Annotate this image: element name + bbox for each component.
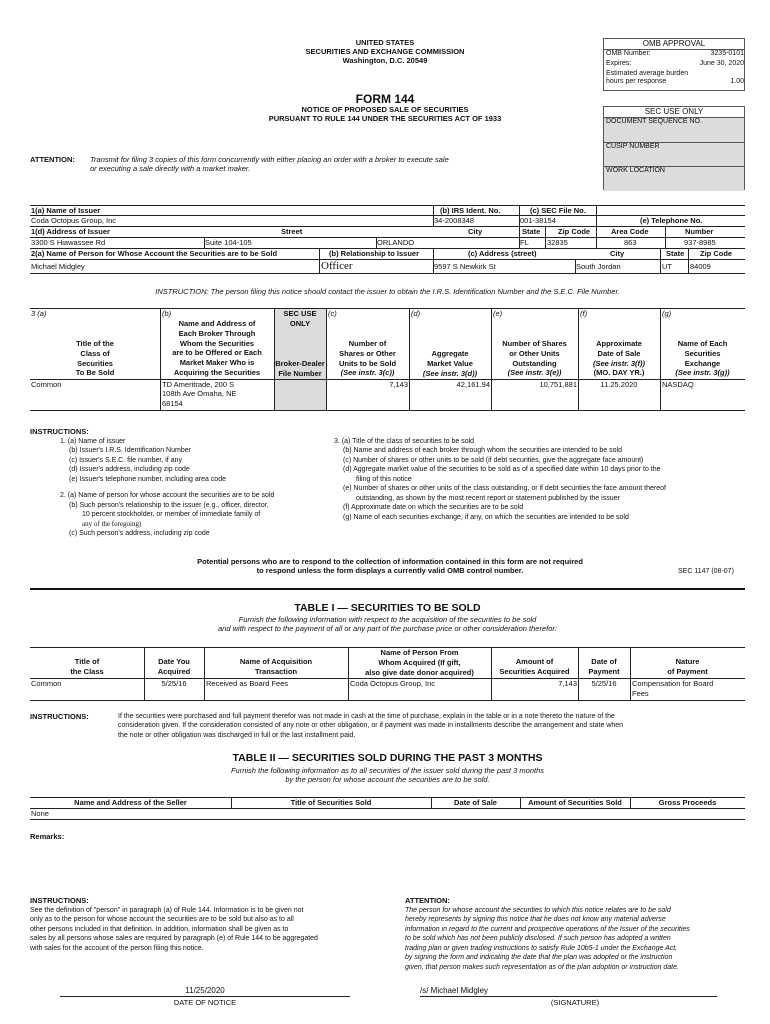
t1-header-line: Name of Acquisition <box>239 657 313 666</box>
subtitle-line-2: PURSUANT TO RULE 144 UNDER THE SECURITIES ACT OF 1933 <box>268 114 502 123</box>
issuer-state-value[interactable]: FL <box>520 238 529 247</box>
t1-header-line: Date You <box>158 657 190 666</box>
attention-line-2: or executing a sale directly with a market maker. <box>90 164 251 173</box>
instruction-item: (g) Name of each securities exchange, if any, on which the securities are intended to be sold <box>343 513 629 521</box>
instruction-item: (b) Such person's relationship to the issuer (e.g., officer, director, <box>69 501 269 509</box>
table-1-title: TABLE I — SECURITIES TO BE SOLD <box>294 602 481 614</box>
attention-line: trading plan or given trading instructions to satisfy Rule 10b5-1 under the Exchange Act, <box>405 944 678 952</box>
instructions-right <box>334 437 666 522</box>
t1-header-line: Acquired <box>157 666 191 676</box>
t2-header-title: Title of Securities Sold <box>290 798 372 807</box>
person-name-value[interactable]: Michael Midgley <box>31 262 85 271</box>
t1-row-payment-date[interactable]: 5/25/16 <box>591 679 617 688</box>
instruction-item: 1. (a) Name of issuer <box>60 438 126 445</box>
agency-line-1: UNITED STATES <box>355 38 415 47</box>
subtitle-line-1: NOTICE OF PROPOSED SALE OF SECURITIES <box>301 105 469 114</box>
col-g-marker: (g) <box>662 309 672 318</box>
row-exchange-value[interactable]: NASDAQ <box>662 380 694 389</box>
row-class-value[interactable]: Common <box>31 380 62 389</box>
person-state-value[interactable]: UT <box>662 262 672 271</box>
instruction-item: (e) Number of shares or other units of the class outstanding, or if debt securities the face amount thereof <box>343 485 666 493</box>
header-e-line: Number of Shares <box>502 339 567 348</box>
bottom-instructions-text <box>30 906 318 953</box>
bottom-instruction-line: other persons included in that definition. In addition, information shall be given as to <box>30 925 289 933</box>
header-b-line: are to be Offered or Each <box>172 348 262 358</box>
work-location-field[interactable] <box>604 167 744 191</box>
instruction-item: (c) Number of shares or other units to be sold (if debt securities, give the aggregate face amount) <box>343 456 644 464</box>
attention-text <box>90 155 449 173</box>
header-b-line: Each Broker Through <box>178 328 256 338</box>
sec-use-only-box <box>603 106 745 190</box>
instruction-item: outstanding, as shown by the most recent report or statement published by the issuer <box>356 494 620 502</box>
t1-header-line: Nature <box>675 657 700 666</box>
header-a-line: To Be Sold <box>75 368 115 378</box>
sec-file-label: (c) SEC File No. <box>530 206 586 215</box>
table-2-title: TABLE II — SECURITIES SOLD DURING THE PAST 3 MONTHS <box>232 752 543 764</box>
table-2-subtitle <box>30 766 745 784</box>
t1-instructions-label: INSTRUCTIONS: <box>30 712 89 721</box>
person-address-label: (c) Address (street) <box>468 249 537 258</box>
t1-header-line: Date of <box>591 657 617 666</box>
t1-header-line: also give date donor acquired) <box>365 667 474 677</box>
issuer-city-value[interactable]: ORLANDO <box>377 238 415 247</box>
broker-line-3: 68154 <box>162 398 183 408</box>
t1-header-line: Securities Acquired <box>499 666 570 676</box>
t1-header-line: Whom Acquired (If gift, <box>378 657 461 667</box>
t1-instruction-line: the note or other obligation was discharged in full or the last installment paid. <box>118 731 356 739</box>
t1-row-nature[interactable] <box>632 679 713 699</box>
t1-header-line: of Payment <box>667 666 708 676</box>
issuer-name-value[interactable]: Coda Octopus Group, Inc <box>31 216 117 225</box>
instruction-item: 10 percent stockholder, or member of immediate family of <box>82 511 261 519</box>
col-e-marker: (e) <box>493 309 503 318</box>
cusip-field[interactable] <box>604 143 744 167</box>
area-code-label: Area Code <box>611 227 649 236</box>
t1-row-from[interactable]: Coda Octopus Group, Inc <box>350 679 436 688</box>
header-a-line: Title of the <box>76 339 114 348</box>
t1-header-amount <box>491 657 578 677</box>
t1-header-date <box>144 657 204 677</box>
instruction-irs: INSTRUCTION: The person filing this notice should contact the issuer to obtain the I.R.S. Identification Number and the S.E.C. File Number. <box>155 287 620 296</box>
header-broker-line: Broker-Dealer <box>275 359 325 368</box>
t1-header-line: Payment <box>588 666 620 676</box>
work-location-label: WORK LOCATION <box>606 167 665 174</box>
t1-header-from <box>348 648 491 677</box>
t1-row-class[interactable]: Common <box>31 679 62 688</box>
person-zip-label: Zip Code <box>700 249 733 258</box>
sec-use-title: SEC USE ONLY <box>604 107 744 118</box>
t2-header-proceeds: Gross Proceeds <box>658 798 717 807</box>
instruction-item: (c) Issuer's S.E.C. file number, if any <box>69 456 182 464</box>
nature-line-1: Compensation for Board <box>632 679 714 688</box>
document-sequence-label: DOCUMENT SEQUENCE NO. <box>606 118 702 125</box>
issuer-suite-value[interactable]: Suite 104-105 <box>205 238 252 247</box>
header-c-line: Shares or Other <box>339 348 396 358</box>
col-b-marker: (b) <box>162 309 172 318</box>
agency-line-2: SECURITIES AND EXCHANGE COMMISSION <box>305 47 465 56</box>
person-state-label: State <box>666 249 685 258</box>
row-date-value[interactable]: 11.25.2020 <box>600 380 638 389</box>
header-e-line: Outstanding <box>512 358 557 368</box>
bottom-attention-title: ATTENTION: <box>405 896 450 905</box>
header-e-line: (See instr. 3(e)) <box>507 368 562 378</box>
col-d-marker: (d) <box>411 309 421 318</box>
t1-instruction-line: consideration given. If the consideration consisted of any note or other obligation, or if payment was made in installments describe the arrangement and state when <box>118 722 624 730</box>
instruction-item: filing of this notice <box>356 475 412 483</box>
omb-approval-box <box>603 38 745 91</box>
omb-burden-label-2: hours per response <box>606 77 667 85</box>
table-1-sub-line: and with respect to the payment of all or any part of the purchase price or other consideration therefor: <box>218 624 557 633</box>
sec-use-line-1: SEC USE <box>283 309 317 318</box>
row-outstanding-value[interactable]: 10,751,881 <box>539 380 577 389</box>
bottom-instruction-line: only as to the person for whose account the securities are to be sold but also as to all <box>30 916 294 924</box>
t1-header-nature <box>630 657 745 677</box>
state-label: State <box>522 227 541 236</box>
header-c-line: Units to be Sold <box>338 358 397 368</box>
header-exchange <box>660 339 745 378</box>
header-title-of-class <box>30 339 160 378</box>
issuer-zip-value[interactable]: 32835 <box>547 238 568 247</box>
person-street-value[interactable]: 9597 S Newkirk St <box>434 262 496 271</box>
col-a-marker: 3 (a) <box>31 309 47 318</box>
t1-instructions-text <box>118 712 623 740</box>
header-e-line: or Other Units <box>509 348 560 358</box>
header-d-line: (See instr. 3(d)) <box>422 368 478 378</box>
sec-use-line-2: ONLY <box>289 318 311 328</box>
instruction-item: (f) Approximate date on which the securities are to be sold <box>343 504 524 512</box>
t1-header-line: Title of <box>74 657 100 666</box>
instruction-item: 3. (a) Title of the class of securities to be sold <box>334 438 475 445</box>
sec-use-header <box>274 309 326 329</box>
header-a-line: Class of <box>80 348 110 358</box>
omb-burden-label-1: Estimated average burden <box>606 69 689 77</box>
t1-instruction-line: If the securities were purchased and full payment therefor was not made in cash at the time of purchase, explain in the table or in a note thereto the nature of the <box>118 713 615 720</box>
header-c-line: (See instr. 3(c)) <box>340 368 395 378</box>
t1-header-line: Amount of <box>515 657 554 666</box>
remarks-label: Remarks: <box>30 832 65 841</box>
header-b-line: Acquiring the Securities <box>173 367 261 377</box>
instruction-item: any of the foregoing) <box>82 519 142 528</box>
irs-label: (b) IRS Ident. No. <box>440 206 501 215</box>
table-1-subtitle <box>30 615 745 633</box>
sec-form-code: SEC 1147 (08-07) <box>678 568 734 575</box>
sec-file-value[interactable]: 001-38154 <box>520 216 556 225</box>
header-broker-line: File Number <box>278 368 322 378</box>
attention-line-1: Transmit for filing 3 copies of this form concurrently with either placing an order with a broker to execute sale <box>90 155 449 164</box>
col-f-marker: (f) <box>580 309 588 318</box>
t2-row-seller[interactable]: None <box>31 809 49 818</box>
issuer-address-label: 1(d) Address of Issuer <box>31 227 110 236</box>
instruction-item: (c) Such person's address, including zip code <box>69 529 210 537</box>
header-f-line: (See instr. 3(f)) <box>592 358 646 368</box>
header-b-line: Name and Address of <box>178 319 256 328</box>
street-label: Street <box>281 227 303 236</box>
agency-line-3: Washington, D.C. 20549 <box>342 56 428 65</box>
row-units-value[interactable]: 7,143 <box>389 380 408 389</box>
header-f-line: Approximate <box>596 339 642 348</box>
header-market-value <box>409 349 491 378</box>
attention-line: hereby represents by signing this notice that he does not know any material adverse <box>405 916 666 924</box>
issuer-phone-value[interactable]: 937-8985 <box>684 238 716 247</box>
cusip-label: CUSIP NUMBER <box>606 143 660 150</box>
form-subtitle <box>230 105 540 123</box>
t1-header-class <box>30 657 144 677</box>
header-f-line: (MO. DAY YR.) <box>593 368 645 378</box>
header-d-line: Market Value <box>427 358 473 368</box>
t1-row-amount[interactable]: 7,143 <box>558 679 577 688</box>
t1-header-transaction <box>204 657 348 677</box>
instruction-item: 2. (a) Name of person for whose account the securities are to be sold <box>60 492 275 500</box>
attention-line: The person for whose account the securities to which this notice relates are to be sold <box>405 907 671 914</box>
header-b-line: Whom the Securities <box>179 338 255 348</box>
header-f-line: Date of Sale <box>597 348 641 358</box>
header-g-line: Name of Each <box>677 339 728 348</box>
potential-persons-notice <box>150 557 630 575</box>
instruction-item: (d) Issuer's address, including zip code <box>69 466 190 474</box>
issuer-name-label: 1(a) Name of Issuer <box>31 206 101 215</box>
irs-value[interactable]: 34-2008348 <box>434 216 475 225</box>
header-units-to-be-sold <box>326 339 409 378</box>
t1-header-line: the Class <box>70 666 104 676</box>
instruction-item: (b) Name and address of each broker through whom the securities are intended to be sold <box>343 447 622 455</box>
omb-burden-value: 1.00 <box>730 77 744 85</box>
date-of-notice-value[interactable]: 11/25/2020 <box>185 986 225 995</box>
bottom-attention-text <box>405 906 690 972</box>
header-g-line: (See instr. 3(g)) <box>675 368 730 378</box>
instruction-item: (e) Issuer's telephone number, including area code <box>69 475 226 483</box>
row-broker-value[interactable] <box>162 380 237 408</box>
attention-line: to be sold which has not been publicly disclosed. If such person has adopted a written <box>405 935 671 943</box>
bottom-instruction-line: with sales for the account of the person filing this notice. <box>30 944 204 952</box>
issuer-area-code-value[interactable]: 863 <box>624 238 637 247</box>
omb-expires-label: Expires: <box>606 59 632 67</box>
omb-number-label: OMB Number: <box>606 49 651 57</box>
header-date-of-sale <box>578 339 660 378</box>
col-c-marker: (c) <box>328 309 337 318</box>
potential-line-2: to respond unless the form displays a currently valid OMB control number. <box>256 566 524 575</box>
header-outstanding <box>491 339 578 378</box>
row-market-value[interactable]: 42,161.94 <box>456 380 490 389</box>
t1-header-payment-date <box>578 657 630 677</box>
person-city-label: City <box>610 249 625 258</box>
bottom-instruction-line: See the definition of "person" in paragraph (a) of Rule 144. Information is to be given not <box>30 907 304 914</box>
signature-label: (SIGNATURE) <box>550 998 600 1007</box>
broker-line-1: TD Ameritrade, 200 S <box>162 380 235 389</box>
header-g-line: Exchange <box>684 358 721 368</box>
omb-number-value: 3235-0101 <box>710 49 744 57</box>
telephone-label: (e) Telephone No. <box>640 216 703 225</box>
issuer-street-value[interactable]: 3300 S Hiawassee Rd <box>31 238 106 247</box>
t1-header-line: Name of Person From <box>380 648 459 657</box>
header-b-line: Market Maker Who is <box>179 358 255 367</box>
header-g-line: Securities <box>684 348 721 358</box>
omb-title: OMB APPROVAL <box>604 39 744 50</box>
t2-header-date: Date of Sale <box>454 798 497 807</box>
signature-value[interactable]: /s/ Michael Midgley <box>420 986 489 995</box>
person-city-value[interactable]: South Jordan <box>576 262 621 271</box>
nature-line-2: Fees <box>632 688 649 698</box>
instruction-item: (d) Aggregate market value of the securities to be sold as of a specified date within 10 days prior to the <box>343 466 661 474</box>
person-zip-value[interactable]: 84009 <box>690 262 711 271</box>
person-name-label: 2(a) Name of Person for Whose Account the Securities are to be Sold <box>31 249 278 258</box>
header-d-line: Aggregate <box>431 349 469 358</box>
instruction-item: (b) Issuer's I.R.S. Identification Number <box>69 447 191 455</box>
header-a-line: Securities <box>77 358 113 368</box>
bottom-instruction-line: sales by all persons whose sales are required by paragraph (e) of Rule 144 to be aggregated <box>30 935 318 943</box>
relationship-label: (b) Relationship to Issuer <box>329 249 420 258</box>
potential-line-1: Potential persons who are to respond to the collection of information contained in this form are not required <box>197 557 583 566</box>
attention-line: information in regard to the current and prospective operations of the Issuer of the securities <box>405 925 690 933</box>
t1-row-date[interactable]: 5/25/16 <box>161 679 187 688</box>
table-2-sub-line: Furnish the following information as to all securities of the issuer sold during the past 3 months <box>230 766 545 775</box>
omb-expires-value: June 30, 2020 <box>699 59 744 67</box>
t2-header-amount: Amount of Securities Sold <box>528 798 622 807</box>
number-label: Number <box>685 227 714 236</box>
zip-label: Zip Code <box>558 227 591 236</box>
attention-line: given, that person makes such representation as of the plan adoption or instruction date. <box>405 963 679 971</box>
instructions-left <box>60 437 274 538</box>
agency-name <box>280 38 490 65</box>
instructions-title: INSTRUCTIONS: <box>30 427 89 436</box>
table-1-sub-line: Furnish the following information with respect to the acquisition of the securities to be sold <box>238 615 537 624</box>
t2-header-seller: Name and Address of the Seller <box>74 798 187 807</box>
bottom-instructions-title: INSTRUCTIONS: <box>30 896 89 905</box>
t1-row-transaction[interactable]: Received as Board Fees <box>206 679 289 688</box>
header-broker-dealer <box>274 359 326 379</box>
header-broker-name <box>160 319 274 378</box>
broker-line-2: 108th Ave Omaha, NE <box>162 389 237 399</box>
form-title: FORM 144 <box>355 92 415 106</box>
date-of-notice-label: DATE OF NOTICE <box>173 998 237 1007</box>
attention-label: ATTENTION: <box>30 155 75 164</box>
t1-header-line: Transaction <box>254 666 298 676</box>
relationship-value[interactable]: Officer <box>321 260 353 272</box>
attention-line: by signing the form and indicating the date that the plan was adopted or the instruction <box>405 954 673 962</box>
document-sequence-field[interactable] <box>604 118 744 143</box>
table-2-sub-line: by the person for whose account the securities are to be sold. <box>285 775 490 784</box>
header-c-line: Number of <box>348 339 387 348</box>
city-label: City <box>468 227 483 236</box>
